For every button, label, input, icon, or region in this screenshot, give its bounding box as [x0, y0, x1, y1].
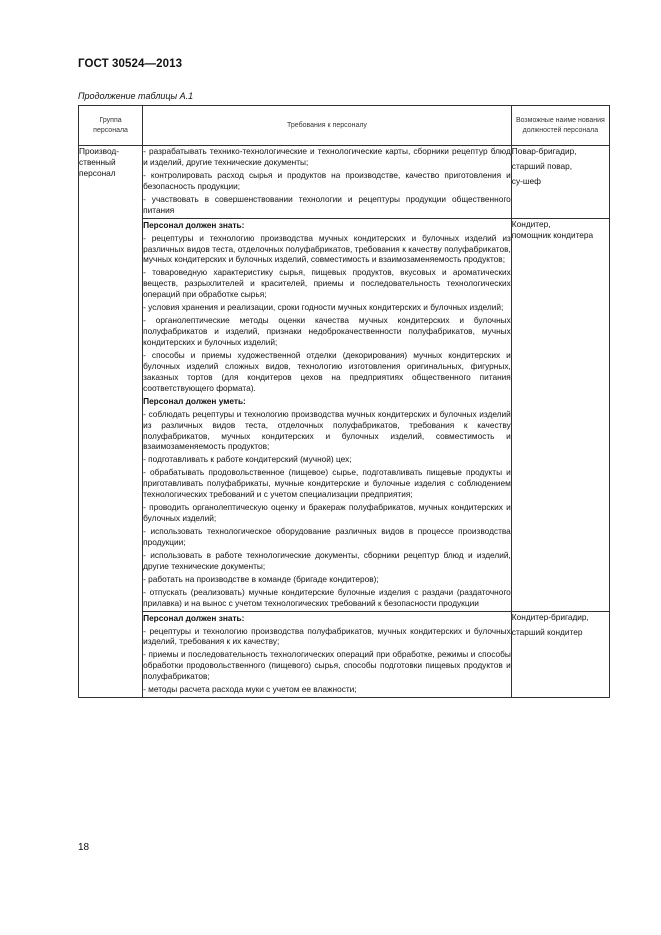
requirement-item: - участвовать в совершенствовании технологии и рецептуры продукции общественного питания — [143, 193, 511, 215]
know-heading: Персонал должен знать: — [143, 612, 245, 623]
can-heading: Персонал должен уметь: — [143, 395, 246, 406]
requirement-item: - использовать в работе технологические документы, сборники рецептур блюд и изделий, другие технические документы; — [143, 549, 511, 571]
requirement-item: - использовать технологическое оборудование различных видов в процессе производства продукции; — [143, 526, 511, 547]
position-title: су-шеф — [511, 175, 541, 186]
page-number: 18 — [78, 842, 90, 853]
requirements-cell — [143, 218, 512, 611]
requirement-item: - товароведную характеристику сырья, пищевых продуктов, вкусовых и ароматических веществ, разрыхлителей и красителей, приемы и последовательность технологических операций при обработке сырья; — [143, 267, 511, 300]
requirement-item: - отпускать (реализовать) мучные кондитерские булочные изделия с раздачи (раздаточного прилавка) и на вынос с учетом технологических требований к безопасности продукции — [143, 586, 511, 608]
position-title: старший повар, — [511, 160, 573, 171]
requirement-item: - рецептуры и технологию производства мучных кондитерских и булочных изделий из различных видов теста, отделочных полуфабрикатов, требования к качеству полуфабрикатов, мучных кондитерских и булочных изделий, совместимость и взаимозаменяемость продуктов; — [143, 232, 511, 265]
positions-cell — [511, 146, 609, 219]
position-title: старший кондитер — [511, 626, 583, 637]
requirements-table — [78, 105, 610, 698]
requirement-item: - соблюдать рецептуры и технологию производства мучных кондитерских и булочных изделий из различных видов теста, отделочных полуфабрикатов, требования к качеству полуфабрикатов, мучных кондитерских и булочных изделий, совместимость и взаимозаменяемость продуктов; — [143, 408, 511, 452]
requirement-item: - контролировать расход сырья и продуктов на производстве, качество приготовления и безопасность продукции; — [143, 169, 511, 191]
position-title: Кондитер, — [511, 218, 551, 229]
requirement-item: - работать на производстве в команде (бригаде кондитеров); — [143, 573, 379, 584]
requirement-item: - органолептические методы оценки качества мучных кондитерских и булочных полуфабрикатов и изделий, признаки недоброкачественности полуфабрикатов, мучных кондитерских и булочных изделий; — [143, 315, 511, 347]
requirement-item: - подготавливать к работе кондитерский (мучной) цех; — [143, 454, 352, 465]
table-header-row — [79, 106, 610, 146]
column-header-requirements: Требования к персоналу — [143, 106, 512, 146]
requirement-item: - условия хранения и реализации, сроки годности мучных кондитерских и булочных изделий; — [143, 302, 504, 313]
group-cell: Производ-ственный персонал — [79, 146, 143, 698]
requirement-item: - обрабатывать продовольственное (пищевое) сырье, подготавливать пищевые продукты и приготавливать полуфабрикаты, мучные кондитерские и булочные изделия с соблюдением технологических требований и с учетом специализации предприятия; — [143, 467, 511, 500]
know-heading: Персонал должен знать: — [143, 219, 245, 230]
requirements-cell — [143, 611, 512, 698]
requirement-item: - приемы и последовательность технологических операций при обработке, режимы и способы обработки продовольственного (пищевого) сырья, способы подготовки пищевых продуктов и полуфабрикатов; — [143, 649, 511, 682]
requirement-item: - разрабатывать технико-технологические и технологические карты, сборники рецептур блюд и изделий, другие технические документы; — [143, 146, 511, 167]
requirement-item: - рецептуры и технологию производства полуфабрикатов, мучных кондитерских и булочных изделий, требования к их качеству; — [143, 625, 511, 647]
column-header-group: Группа персонала — [79, 106, 143, 146]
position-title: Повар-бригадир, — [511, 146, 577, 156]
positions-cell — [511, 218, 609, 611]
document-code: ГОСТ 30524—2013 — [78, 58, 183, 70]
positions-cell — [511, 611, 609, 698]
position-title: помощник кондитера — [511, 229, 594, 240]
requirement-item: - проводить органолептическую оценку и бракераж полуфабрикатов, мучных кондитерских и булочных изделий; — [143, 502, 511, 524]
table-continuation-label: Продолжение таблицы А.1 — [78, 91, 194, 101]
table-row — [79, 146, 610, 219]
position-title: Кондитер-бригадир, — [511, 611, 589, 622]
table-row — [79, 218, 610, 611]
requirement-item: - методы расчета расхода муки с учетом ее влажности; — [143, 684, 357, 695]
requirements-cell — [143, 146, 512, 219]
column-header-positions: Возможные наиме нования должностей персонала — [511, 106, 609, 146]
requirement-item: - способы и приемы художественной отделки (декорирования) мучных кондитерских и булочных изделий сложных видов, технологию изготовления оригинальных, фигурных, заказных тортов (для кондитеров цехов на предприятиях общественного питания соответствующего формата). — [143, 349, 511, 393]
table-row — [79, 611, 610, 698]
